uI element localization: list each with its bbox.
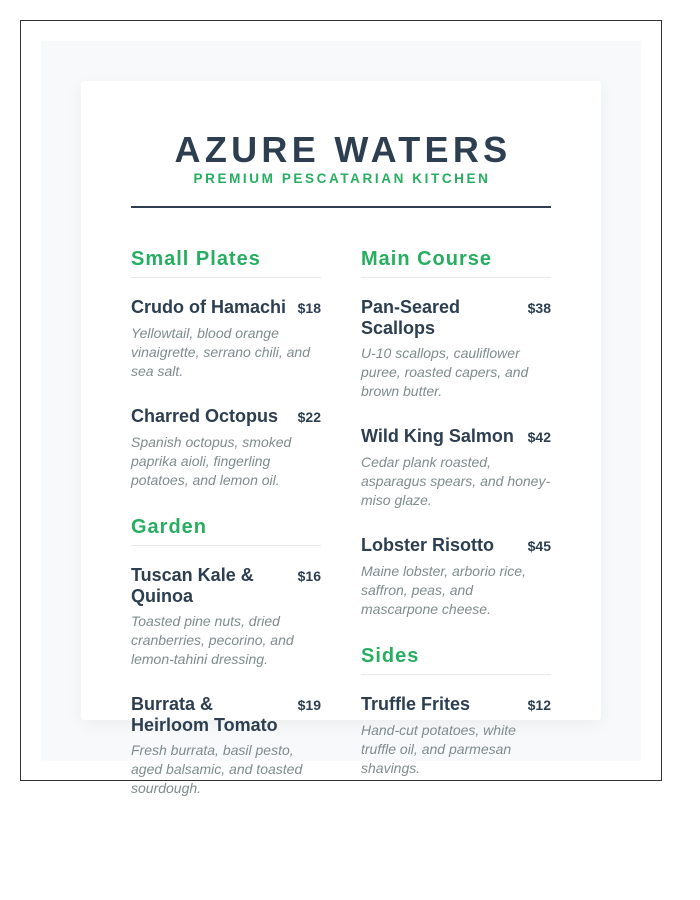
section-main-course <box>361 247 551 619</box>
item-name: Crudo of Hamachi <box>131 297 287 317</box>
menu-item <box>131 565 321 669</box>
item-name: Charred Octopus <box>131 406 279 426</box>
item-name: Pan-Seared Scallops <box>361 297 461 338</box>
restaurant-subtitle: PREMIUM PESCATARIAN KITCHEN <box>193 171 491 186</box>
item-name: Lobster Risotto <box>361 535 494 555</box>
menu-header <box>131 81 551 208</box>
item-name: Burrata & Heirloom Tomato <box>131 694 278 735</box>
item-description: U-10 scallops, cauliflower puree, roasted capers, and brown butter. <box>361 345 529 399</box>
section-garden <box>131 515 321 798</box>
item-description: Cedar plank roasted, asparagus spears, and honey-miso glaze. <box>361 454 551 508</box>
section-title: Garden <box>131 515 321 546</box>
item-price: $18 <box>297 300 321 316</box>
item-description: Spanish octopus, smoked paprika aioli, fingerling potatoes, and lemon oil. <box>131 434 292 488</box>
item-description: Toasted pine nuts, dried cranberries, pecorino, and lemon-tahini dressing. <box>131 613 294 667</box>
menu-item <box>361 426 551 510</box>
item-price: $42 <box>527 429 551 445</box>
item-name: Truffle Frites <box>361 694 471 714</box>
menu-item <box>131 406 321 490</box>
item-price: $22 <box>297 409 321 425</box>
section-sides <box>361 644 551 778</box>
menu-columns <box>131 247 551 823</box>
section-small-plates <box>131 247 321 490</box>
item-description: Yellowtail, blood orange vinaigrette, serrano chili, and sea salt. <box>131 325 310 379</box>
menu-item <box>131 297 321 381</box>
menu-item <box>131 694 321 798</box>
menu-item <box>361 694 551 778</box>
section-title: Sides <box>361 644 551 675</box>
item-price: $45 <box>527 538 551 554</box>
item-name: Tuscan Kale & Quinoa <box>131 565 254 606</box>
item-name: Wild King Salmon <box>361 426 514 446</box>
item-price: $19 <box>297 697 321 713</box>
section-title: Small Plates <box>131 247 321 278</box>
left-column <box>131 247 321 823</box>
right-column <box>361 247 551 823</box>
item-description: Maine lobster, arborio rice, saffron, peas, and mascarpone cheese. <box>361 563 526 617</box>
menu-content <box>131 81 551 823</box>
header-divider <box>131 206 551 208</box>
section-title: Main Course <box>361 247 551 278</box>
item-description: Hand-cut potatoes, white truffle oil, and parmesan shavings. <box>361 722 516 776</box>
restaurant-title: AZURE WATERS <box>174 129 512 170</box>
item-price: $38 <box>527 300 551 316</box>
item-description: Fresh burrata, basil pesto, aged balsamic, and toasted sourdough. <box>131 742 303 796</box>
menu-item <box>361 297 551 401</box>
item-price: $12 <box>527 697 551 713</box>
menu-item <box>361 535 551 619</box>
item-price: $16 <box>297 568 321 584</box>
